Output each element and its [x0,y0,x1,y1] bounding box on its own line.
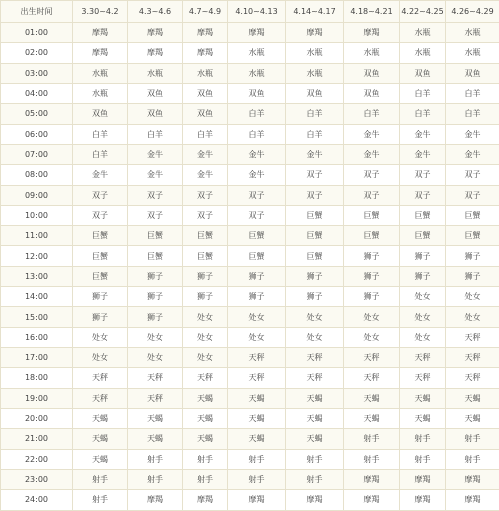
zodiac-sign-cell: 天蝎 [73,449,128,469]
table-row [1,104,499,124]
zodiac-sign-cell: 水瓶 [128,63,183,83]
birth-time-cell: 04:00 [1,83,73,103]
zodiac-sign-cell: 天蝎 [400,408,446,428]
birth-time-cell: 20:00 [1,408,73,428]
zodiac-sign-cell: 处女 [344,327,400,347]
zodiac-sign-cell: 双子 [128,185,183,205]
zodiac-sign-cell: 处女 [73,348,128,368]
zodiac-sign-cell: 摩羯 [344,23,400,43]
zodiac-sign-cell: 天秤 [446,368,499,388]
zodiac-sign-cell: 天蝎 [128,429,183,449]
zodiac-sign-cell: 摩羯 [128,43,183,63]
zodiac-sign-cell: 狮子 [73,307,128,327]
zodiac-sign-cell: 天秤 [400,348,446,368]
zodiac-sign-cell: 巨蟹 [228,246,286,266]
zodiac-sign-cell: 双鱼 [344,83,400,103]
zodiac-sign-cell: 狮子 [183,266,228,286]
zodiac-sign-cell: 双子 [446,185,499,205]
birth-time-cell: 10:00 [1,205,73,225]
birth-time-cell: 17:00 [1,348,73,368]
zodiac-sign-cell: 狮子 [446,266,499,286]
zodiac-sign-cell: 白羊 [73,144,128,164]
zodiac-sign-cell: 天秤 [183,368,228,388]
table-row [1,348,499,368]
table-row [1,124,499,144]
header-date-range: 3.30~4.2 [73,1,128,23]
zodiac-sign-cell: 水瓶 [286,63,344,83]
zodiac-sign-cell: 金牛 [446,124,499,144]
zodiac-sign-cell: 巨蟹 [344,205,400,225]
zodiac-sign-cell: 巨蟹 [73,226,128,246]
zodiac-sign-cell: 白羊 [400,83,446,103]
zodiac-sign-cell: 摩羯 [286,490,344,510]
zodiac-sign-cell: 摩羯 [400,469,446,489]
zodiac-sign-cell: 巨蟹 [183,246,228,266]
zodiac-sign-cell: 巨蟹 [446,205,499,225]
zodiac-sign-cell: 水瓶 [286,43,344,63]
header-date-range: 4.10~4.13 [228,1,286,23]
zodiac-sign-cell: 天蝎 [128,408,183,428]
zodiac-sign-cell: 摩羯 [183,23,228,43]
birth-time-cell: 09:00 [1,185,73,205]
zodiac-sign-cell: 射手 [286,469,344,489]
zodiac-sign-cell: 天秤 [344,368,400,388]
zodiac-sign-cell: 摩羯 [344,469,400,489]
zodiac-sign-cell: 摩羯 [73,23,128,43]
zodiac-sign-cell: 狮子 [73,287,128,307]
zodiac-sign-cell: 处女 [446,287,499,307]
zodiac-sign-cell: 天秤 [400,368,446,388]
zodiac-sign-cell: 天蝎 [228,429,286,449]
birth-time-cell: 02:00 [1,43,73,63]
zodiac-sign-cell: 天蝎 [400,388,446,408]
zodiac-sign-cell: 水瓶 [228,63,286,83]
zodiac-sign-cell: 巨蟹 [73,246,128,266]
zodiac-sign-cell: 摩羯 [344,490,400,510]
header-date-range: 4.22~4.25 [400,1,446,23]
zodiac-sign-cell: 天蝎 [344,408,400,428]
zodiac-sign-cell: 双鱼 [183,83,228,103]
zodiac-sign-cell: 射手 [128,449,183,469]
zodiac-sign-cell: 处女 [400,287,446,307]
zodiac-sign-cell: 白羊 [228,124,286,144]
zodiac-sign-cell: 狮子 [400,246,446,266]
zodiac-sign-cell: 双子 [183,205,228,225]
zodiac-sign-cell: 射手 [183,469,228,489]
zodiac-sign-cell: 白羊 [228,104,286,124]
zodiac-sign-cell: 双鱼 [446,63,499,83]
zodiac-sign-cell: 双鱼 [400,63,446,83]
zodiac-sign-cell: 白羊 [73,124,128,144]
zodiac-sign-cell: 射手 [344,449,400,469]
header-date-range: 4.7~4.9 [183,1,228,23]
zodiac-sign-cell: 巨蟹 [286,246,344,266]
zodiac-sign-cell: 金牛 [128,144,183,164]
zodiac-sign-cell: 摩羯 [446,469,499,489]
table-row [1,23,499,43]
zodiac-sign-cell: 天蝎 [183,388,228,408]
zodiac-sign-cell: 狮子 [286,266,344,286]
zodiac-sign-cell: 射手 [344,429,400,449]
zodiac-sign-cell: 摩羯 [228,490,286,510]
zodiac-sign-cell: 天蝎 [286,408,344,428]
birth-time-cell: 05:00 [1,104,73,124]
zodiac-sign-cell: 双子 [183,185,228,205]
zodiac-sign-cell: 处女 [183,348,228,368]
birth-time-cell: 22:00 [1,449,73,469]
zodiac-sign-cell: 金牛 [400,144,446,164]
zodiac-sign-cell: 天秤 [228,348,286,368]
zodiac-sign-cell: 双子 [73,185,128,205]
zodiac-sign-cell: 处女 [228,327,286,347]
zodiac-sign-cell: 天蝎 [228,388,286,408]
birth-time-cell: 14:00 [1,287,73,307]
header-date-range: 4.3~4.6 [128,1,183,23]
zodiac-sign-cell: 摩羯 [183,490,228,510]
zodiac-sign-cell: 摩羯 [128,490,183,510]
zodiac-sign-cell: 天蝎 [344,388,400,408]
zodiac-sign-cell: 水瓶 [73,63,128,83]
birth-time-cell: 19:00 [1,388,73,408]
table-row [1,469,499,489]
zodiac-sign-cell: 射手 [183,449,228,469]
zodiac-sign-cell: 白羊 [446,83,499,103]
zodiac-sign-cell: 双子 [344,165,400,185]
zodiac-sign-cell: 天秤 [228,368,286,388]
zodiac-sign-cell: 金牛 [400,124,446,144]
zodiac-sign-cell: 金牛 [286,144,344,164]
zodiac-sign-cell: 处女 [446,307,499,327]
zodiac-sign-cell: 双鱼 [128,83,183,103]
zodiac-sign-cell: 天蝎 [446,408,499,428]
zodiac-sign-cell: 巨蟹 [286,205,344,225]
header-birth-time: 出生时间 [1,1,73,23]
zodiac-sign-cell: 水瓶 [446,43,499,63]
zodiac-sign-cell: 双子 [228,185,286,205]
zodiac-sign-cell: 摩羯 [446,490,499,510]
zodiac-sign-cell: 狮子 [344,246,400,266]
zodiac-sign-cell: 摩羯 [128,23,183,43]
zodiac-sign-cell: 射手 [446,429,499,449]
header-date-range: 4.26~4.29 [446,1,499,23]
zodiac-sign-cell: 白羊 [400,104,446,124]
zodiac-sign-cell: 金牛 [344,144,400,164]
zodiac-sign-cell: 水瓶 [73,83,128,103]
zodiac-sign-cell: 巨蟹 [73,266,128,286]
zodiac-sign-cell: 双鱼 [128,104,183,124]
zodiac-sign-cell: 水瓶 [344,43,400,63]
zodiac-sign-cell: 双子 [128,205,183,225]
table-row [1,144,499,164]
table-row [1,490,499,510]
table-row [1,266,499,286]
zodiac-sign-cell: 白羊 [286,104,344,124]
zodiac-sign-cell: 天蝎 [73,408,128,428]
zodiac-sign-cell: 巨蟹 [344,226,400,246]
table-row [1,185,499,205]
zodiac-sign-cell: 白羊 [128,124,183,144]
zodiac-sign-cell: 白羊 [286,124,344,144]
zodiac-sign-cell: 天秤 [73,368,128,388]
birth-time-cell: 03:00 [1,63,73,83]
zodiac-sign-cell: 巨蟹 [228,226,286,246]
birth-time-cell: 13:00 [1,266,73,286]
zodiac-sign-cell: 金牛 [228,165,286,185]
birth-time-cell: 11:00 [1,226,73,246]
table-row [1,246,499,266]
table-row [1,368,499,388]
zodiac-sign-cell: 射手 [228,469,286,489]
zodiac-sign-cell: 天蝎 [286,429,344,449]
zodiac-sign-cell: 双子 [228,205,286,225]
table-row [1,408,499,428]
zodiac-sign-cell: 狮子 [344,287,400,307]
zodiac-sign-cell: 天秤 [73,388,128,408]
table-body [1,23,499,511]
zodiac-sign-cell: 双鱼 [73,104,128,124]
zodiac-sign-cell: 双子 [400,185,446,205]
zodiac-sign-cell: 摩羯 [400,490,446,510]
zodiac-sign-cell: 摩羯 [183,43,228,63]
zodiac-sign-cell: 双鱼 [228,83,286,103]
zodiac-sign-cell: 天秤 [286,368,344,388]
zodiac-sign-cell: 处女 [128,327,183,347]
table-row [1,327,499,347]
table-row [1,429,499,449]
zodiac-sign-cell: 射手 [400,449,446,469]
zodiac-sign-cell: 金牛 [344,124,400,144]
zodiac-sign-cell: 摩羯 [228,23,286,43]
zodiac-sign-cell: 金牛 [73,165,128,185]
zodiac-sign-cell: 双子 [400,165,446,185]
birth-time-cell: 08:00 [1,165,73,185]
zodiac-sign-cell: 射手 [73,490,128,510]
table-row [1,226,499,246]
zodiac-sign-cell: 金牛 [183,165,228,185]
zodiac-sign-cell: 天蝎 [446,388,499,408]
zodiac-sign-cell: 狮子 [400,266,446,286]
zodiac-sign-cell: 巨蟹 [183,226,228,246]
zodiac-sign-cell: 天蝎 [183,429,228,449]
zodiac-sign-cell: 狮子 [183,287,228,307]
header-date-range: 4.14~4.17 [286,1,344,23]
zodiac-sign-cell: 金牛 [183,144,228,164]
table-row [1,449,499,469]
zodiac-sign-cell: 处女 [128,348,183,368]
zodiac-sign-cell: 射手 [228,449,286,469]
zodiac-sign-cell: 双子 [446,165,499,185]
zodiac-sign-cell: 处女 [400,327,446,347]
zodiac-sign-cell: 巨蟹 [446,226,499,246]
table-row [1,83,499,103]
birth-time-cell: 21:00 [1,429,73,449]
zodiac-sign-cell: 处女 [286,327,344,347]
zodiac-sign-cell: 狮子 [128,266,183,286]
zodiac-sign-cell: 天蝎 [228,408,286,428]
zodiac-sign-cell: 射手 [446,449,499,469]
zodiac-sign-cell: 白羊 [446,104,499,124]
birth-time-cell: 16:00 [1,327,73,347]
zodiac-sign-cell: 天秤 [344,348,400,368]
zodiac-sign-cell: 处女 [183,307,228,327]
zodiac-sign-cell: 水瓶 [446,23,499,43]
zodiac-sign-cell: 天秤 [446,348,499,368]
zodiac-sign-cell: 射手 [73,469,128,489]
zodiac-sign-cell: 天蝎 [73,429,128,449]
birth-time-cell: 06:00 [1,124,73,144]
zodiac-sign-cell: 双子 [286,165,344,185]
birth-time-cell: 07:00 [1,144,73,164]
zodiac-sign-cell: 水瓶 [228,43,286,63]
table-row [1,287,499,307]
zodiac-sign-cell: 水瓶 [400,43,446,63]
table-row [1,165,499,185]
zodiac-sign-cell: 水瓶 [400,23,446,43]
birth-time-cell: 15:00 [1,307,73,327]
zodiac-sign-cell: 摩羯 [286,23,344,43]
zodiac-sign-cell: 狮子 [228,266,286,286]
zodiac-sign-cell: 巨蟹 [400,226,446,246]
zodiac-sign-cell: 白羊 [344,104,400,124]
birth-time-cell: 18:00 [1,368,73,388]
zodiac-sign-cell: 处女 [228,307,286,327]
zodiac-sign-cell: 金牛 [228,144,286,164]
zodiac-sign-cell: 射手 [286,449,344,469]
table-row [1,307,499,327]
zodiac-sign-cell: 金牛 [446,144,499,164]
table-row [1,388,499,408]
table-header-row [1,1,499,23]
zodiac-sign-cell: 狮子 [286,287,344,307]
zodiac-sign-cell: 狮子 [128,287,183,307]
zodiac-sign-cell: 处女 [400,307,446,327]
zodiac-sign-cell: 天秤 [286,348,344,368]
zodiac-sign-cell: 狮子 [344,266,400,286]
zodiac-sign-cell: 双子 [286,185,344,205]
zodiac-sign-cell: 天秤 [128,368,183,388]
zodiac-sign-cell: 双鱼 [344,63,400,83]
birth-time-cell: 01:00 [1,23,73,43]
zodiac-sign-cell: 巨蟹 [286,226,344,246]
table-row [1,63,499,83]
birth-time-cell: 23:00 [1,469,73,489]
zodiac-sign-cell: 金牛 [128,165,183,185]
table-row [1,43,499,63]
zodiac-sign-cell: 双子 [73,205,128,225]
zodiac-sign-cell: 双鱼 [286,83,344,103]
header-date-range: 4.18~4.21 [344,1,400,23]
zodiac-sign-cell: 狮子 [228,287,286,307]
zodiac-sign-cell: 巨蟹 [128,246,183,266]
zodiac-sign-cell: 处女 [73,327,128,347]
zodiac-sign-cell: 射手 [128,469,183,489]
zodiac-sign-cell: 射手 [400,429,446,449]
birth-time-cell: 12:00 [1,246,73,266]
zodiac-sign-cell: 天秤 [128,388,183,408]
zodiac-sign-cell: 双子 [344,185,400,205]
zodiac-sign-cell: 白羊 [183,124,228,144]
birth-time-cell: 24:00 [1,490,73,510]
zodiac-sign-cell: 天秤 [446,327,499,347]
zodiac-sign-cell: 双鱼 [183,104,228,124]
zodiac-sign-cell: 巨蟹 [400,205,446,225]
zodiac-sign-cell: 狮子 [128,307,183,327]
table-row [1,205,499,225]
zodiac-sign-cell: 天蝎 [183,408,228,428]
zodiac-sign-cell: 狮子 [446,246,499,266]
zodiac-sign-cell: 水瓶 [183,63,228,83]
zodiac-sign-cell: 巨蟹 [128,226,183,246]
zodiac-sign-cell: 处女 [183,327,228,347]
zodiac-sign-cell: 天蝎 [286,388,344,408]
zodiac-sign-cell: 处女 [286,307,344,327]
zodiac-sign-cell: 摩羯 [73,43,128,63]
zodiac-sign-cell: 处女 [344,307,400,327]
